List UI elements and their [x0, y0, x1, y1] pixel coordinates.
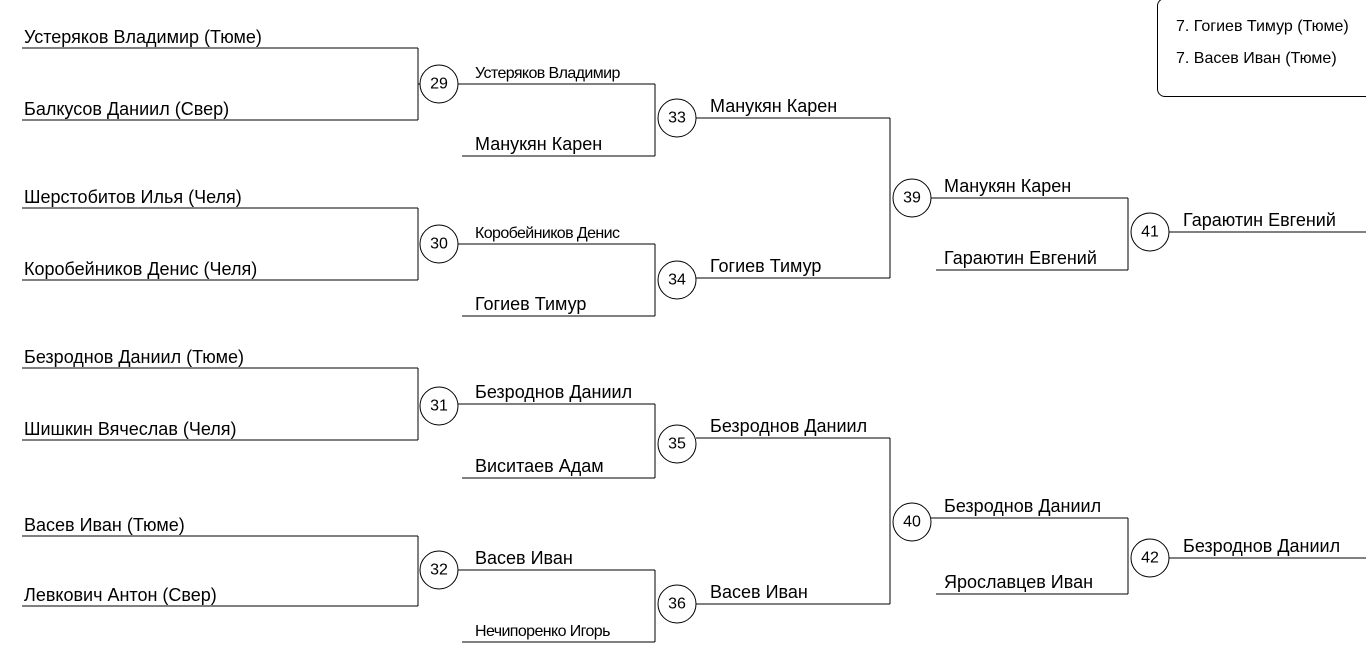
r1-top-label: Безроднов Даниил (Тюме) — [24, 347, 244, 367]
r2-bottom-label: Нечипоренко Игорь — [475, 623, 610, 640]
r1-top-label: Шерстобитов Илья (Челя) — [24, 187, 242, 207]
match-number: 34 — [668, 271, 686, 289]
match-number: 31 — [430, 397, 448, 415]
r1-bottom-label: Левкович Антон (Свер) — [24, 585, 217, 605]
r3-winner-label: Безроднов Даниил — [944, 496, 1102, 516]
r3-winner-label: Манукян Карен — [944, 176, 1072, 196]
r4-bottom-label: Ярославцев Иван — [944, 572, 1094, 592]
match-number: 29 — [430, 75, 448, 93]
r1-bottom-label: Коробейников Денис (Челя) — [24, 259, 258, 279]
match-number: 39 — [903, 189, 921, 207]
r2-winner-label: Гогиев Тимур — [710, 256, 822, 276]
r2-bottom-label: Манукян Карен — [475, 134, 603, 154]
r1-bottom-label: Шишкин Вячеслав (Челя) — [24, 419, 237, 439]
match-number: 32 — [430, 561, 448, 579]
r2-winner-label: Манукян Карен — [710, 96, 838, 116]
r2-bottom-label: Виситаев Адам — [475, 456, 604, 476]
r2-winner-label: Васев Иван — [710, 582, 808, 602]
result-line: 7. Васев Иван (Тюме) — [1176, 50, 1337, 67]
match-number: 35 — [668, 435, 686, 453]
match-number: 33 — [668, 109, 686, 127]
r1-bottom-label: Балкусов Даниил (Свер) — [24, 99, 230, 119]
match-number: 40 — [903, 513, 921, 531]
match-number: 36 — [668, 595, 686, 613]
r2-winner-label: Безроднов Даниил — [710, 416, 868, 436]
match-number: 41 — [1141, 223, 1159, 241]
r1-top-label: Устеряков Владимир (Тюме) — [24, 27, 262, 47]
r4-winner-label: Гараютин Евгений — [1183, 210, 1336, 230]
r2-bottom-label: Гогиев Тимур — [475, 294, 587, 314]
result-line: 7. Гогиев Тимур (Тюме) — [1176, 18, 1349, 35]
r1-winner-label: Коробейников Денис — [475, 225, 620, 242]
r1-winner-label: Безроднов Даниил — [475, 382, 633, 402]
r1-winner-label: Васев Иван — [475, 548, 573, 568]
r1-winner-label: Устеряков Владимир — [475, 65, 620, 82]
r4-bottom-label: Гараютин Евгений — [944, 248, 1097, 268]
r4-winner-label: Безроднов Даниил — [1183, 536, 1341, 556]
match-number: 42 — [1141, 549, 1159, 567]
results-panel — [1157, 0, 1366, 97]
match-number: 30 — [430, 235, 448, 253]
r1-top-label: Васев Иван (Тюме) — [24, 515, 185, 535]
